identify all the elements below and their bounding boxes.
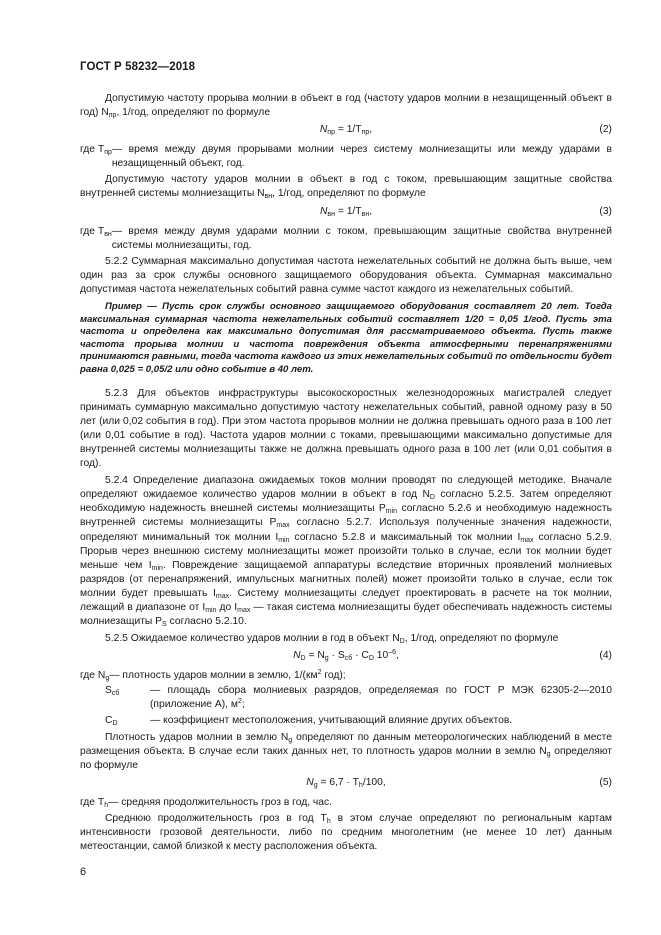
where-lead [80, 225, 112, 253]
subscript: max [215, 592, 230, 600]
definition-ssb [80, 684, 612, 712]
paragraph-ground-density [80, 731, 612, 773]
subscript: D [112, 719, 118, 727]
text: — плотность ударов молнии в землю, 1/(км [109, 670, 318, 682]
text: согласно 5.2.5. Затем определяют необходимую надежность внешней системы молниезащиты P [80, 489, 612, 515]
subscript: min [278, 536, 290, 544]
formula-5-where [80, 796, 612, 810]
where-lead [80, 143, 112, 171]
text: /100, [362, 776, 386, 788]
text: , 1/год, определяют по формуле [404, 633, 559, 645]
subscript: пр [327, 129, 335, 137]
paragraph-allowable-breakthrough [80, 92, 612, 120]
formula-5-expression [80, 776, 612, 790]
subscript: пр [108, 112, 117, 120]
text: 10 [373, 650, 389, 662]
subscript: g [324, 655, 329, 663]
formula-3-where [80, 225, 612, 253]
text: C [105, 714, 113, 726]
text: в этом случае определяют по региональным картам интенсивности грозовой деятельности, либо по средним многолетним (не менее 10 лет) данным метеостанции, самой близкой к месту расположения объекта. [80, 813, 613, 853]
subscript: S [162, 621, 167, 629]
subscript: min [205, 607, 217, 614]
subscript: h [326, 818, 331, 826]
where-lead [80, 796, 108, 810]
formula-5-number: (5) [599, 776, 612, 788]
text: , 1/год, определяют по формуле [116, 107, 271, 119]
text: 5.2.5 Ожидаемое количество ударов молнии в год в объект N [105, 633, 400, 645]
def-symbol [80, 669, 109, 683]
where-text: — средняя продолжительность гроз в год, час. [108, 796, 333, 808]
formula-3 [80, 205, 612, 221]
subscript: g [546, 750, 551, 758]
subscript: max [520, 536, 534, 544]
subscript: D [300, 655, 306, 663]
text: определяют по формуле [80, 745, 612, 771]
text: , [369, 124, 373, 136]
where-text: — время между двумя прорывами молнии через систему молниезащиты или между ударами в незащищенный объект, год. [111, 144, 612, 170]
definition-ng [80, 669, 612, 683]
subscript: g [313, 781, 318, 789]
subscript: h [358, 781, 363, 789]
text: согласно 5.2.7. Используя полученные значения надежности, определяют минимальный ток молнии I [80, 517, 612, 543]
text: · C [352, 650, 369, 662]
text: , [396, 650, 399, 662]
subscript: вн [327, 210, 335, 218]
text: = 6,7 · T [317, 776, 359, 788]
subscript: max [237, 607, 251, 614]
text: где N [80, 670, 106, 682]
paragraph-5-2-2: 5.2.2 Суммарная максимально допустимая частота нежелательных событий не должна быть выше, чем один раз за срок службы основного защищаемого оборудования объекта. Суммарная максимально допустимая частота нежелательных событий равна сумме частот каждого из нежелательных событий. [80, 255, 612, 295]
text: = 1/T [334, 205, 362, 217]
text: S [105, 685, 112, 697]
text: Среднюю продолжительность гроз в год T [105, 813, 327, 825]
text: 5.2.4 Определение диапазона ожидаемых токов молнии проводят по следующей методике. Вначале определяют ожидаемое количество ударов молнии в объект в год N [80, 475, 612, 501]
text: , 1/год, определяют по формуле [272, 188, 426, 200]
subscript: сб [344, 655, 353, 663]
def-text [109, 669, 612, 683]
example-block: Пример — Пусть срок службы основного защищаемого оборудования составляет 20 лет. Тогда максимальная суммарная частота нежелательных событий составляет 1/20 = 0,05 1/год. Пусть эта частота и определена как максимально допустимая для рассматриваемого объекта. Пусть также частота прорыва молнии и частота повреждения объекта атмосферными перенапряжениями принимаются равными, тогда частота каждого из этих нежелательных событий по отдельности будет равна 0,025 = 0,05/2 или одно событие в 40 лет. [80, 301, 613, 375]
def-symbol [80, 684, 150, 712]
text: = 1/T [334, 124, 362, 136]
subscript: пр [104, 149, 112, 157]
text: согласно 5.2.10. [166, 616, 247, 628]
text: — коэффициент местоположения, учитывающий влияние других объектов. [150, 714, 513, 726]
paragraph-5-2-3: 5.2.3 Для объектов инфраструктуры высокоскоростных железнодорожных магистралей следует принимать суммарную максимально допустимую частоту нежелательных событий, равной одному разу в 50 лет (или 0,02 события в год). При этом частота прорывов молнии не должна превышать одного раза в 100 лет (или 0,01 событие в год). Частота ударов молнии с токами, превышающими максимально допустимые для внутренней системы молниезащиты также не должна превышать одного раза в 100 лет (или 0,01 события в год). [80, 387, 612, 470]
text: где T [80, 796, 105, 808]
subscript: вн [361, 210, 370, 218]
subscript: сб [111, 690, 120, 698]
text: . Повреждение защищаемой аппаратуры вследствие вторичных проявлений молниевых разрядов (от перенапряжений, импульсных магнитных полей) может произойти только в случае, если ток молнии будет превышать I [80, 559, 612, 599]
superscript: –6 [388, 649, 397, 657]
text: — такая система молниезащиты будет обеспечивать надежность системы молниезащиты P [80, 602, 612, 628]
text: , [369, 205, 373, 217]
text: где T [80, 144, 105, 156]
formula-3-number: (3) [599, 205, 612, 217]
text: ; [241, 699, 245, 711]
where-text: — время между двумя ударами молнии с током, превышающим защитные свойства внутренней системы молниезащиты, год. [111, 225, 612, 251]
paragraph-allowable-strikes [80, 173, 612, 201]
formula-4-number: (4) [599, 650, 612, 662]
subscript: D [399, 638, 405, 646]
document-body [80, 92, 612, 857]
page-number: 6 [80, 866, 87, 878]
definition-cd [80, 714, 612, 728]
formula-2 [80, 123, 612, 139]
var: N [293, 650, 301, 662]
document-header: ГОСТ Р 58232—2018 [80, 61, 196, 73]
text: определяют по данным метеорологических наблюдений в месте размещения объекта. В случае если таких данных нет, то плотность ударов молнии в землю N [80, 731, 612, 757]
var: N [319, 205, 328, 217]
text: Плотность ударов молнии в землю N [105, 731, 289, 743]
superscript: 2 [237, 698, 242, 706]
subscript: min [151, 564, 163, 572]
def-symbol [80, 714, 150, 728]
subscript: max [276, 522, 290, 530]
def-text [150, 714, 612, 728]
subscript: вн [104, 230, 112, 238]
subscript: g [105, 675, 110, 683]
paragraph-storm-duration [80, 812, 612, 854]
subscript: вн [264, 193, 273, 201]
formula-4-expression [80, 649, 612, 663]
formula-5 [80, 776, 612, 792]
subscript: пр [361, 129, 370, 137]
text: где T [80, 225, 105, 237]
superscript: 2 [317, 669, 322, 677]
text: согласно 5.2.6 и необходимую надежность внутренней системы молниезащиты P [80, 503, 612, 529]
subscript: D [429, 494, 435, 502]
formula-4-definitions [80, 669, 612, 727]
text: согласно 5.2.9. Прорыв через внешнюю систему молниезащиты может произойти только в случае, если ток молнии будет меньше чем I [80, 531, 613, 571]
text: · S [328, 650, 345, 662]
paragraph-5-2-5 [80, 632, 612, 646]
text: до I [216, 602, 238, 613]
text: Допустимую частоту прорыва молнии в объект в год (частоту ударов молнии в незащищенный объект в год) N [80, 93, 612, 119]
formula-3-expression [80, 205, 612, 219]
formula-2-number: (2) [599, 124, 612, 136]
text: — площадь сбора молниевых разрядов, определяемая по ГОСТ Р МЭК 62305-2—2010 (приложение А), м [150, 685, 612, 711]
subscript: g [288, 736, 293, 744]
formula-4 [80, 649, 612, 665]
var: N [319, 124, 328, 136]
subscript: h [104, 801, 109, 809]
formula-2-expression [80, 123, 612, 137]
text: согласно 5.2.8 и максимальный ток молнии I [289, 531, 521, 543]
paragraph-5-2-4 [80, 474, 612, 629]
def-text [150, 684, 612, 712]
formula-2-where [80, 143, 612, 171]
subscript: D [368, 655, 374, 663]
text: . Систему молниезащиты следует проектировать в расчете на ток молнии, лежащий в диапазоне от I [80, 587, 612, 613]
text: Допустимую частоту ударов молнии в объект в год с током, превышающим защитные свойства внутренней системы молниезащиты N [80, 174, 612, 200]
text: = N [305, 650, 325, 662]
var: N [306, 776, 314, 788]
subscript: min [385, 508, 398, 516]
text: год); [321, 670, 346, 682]
